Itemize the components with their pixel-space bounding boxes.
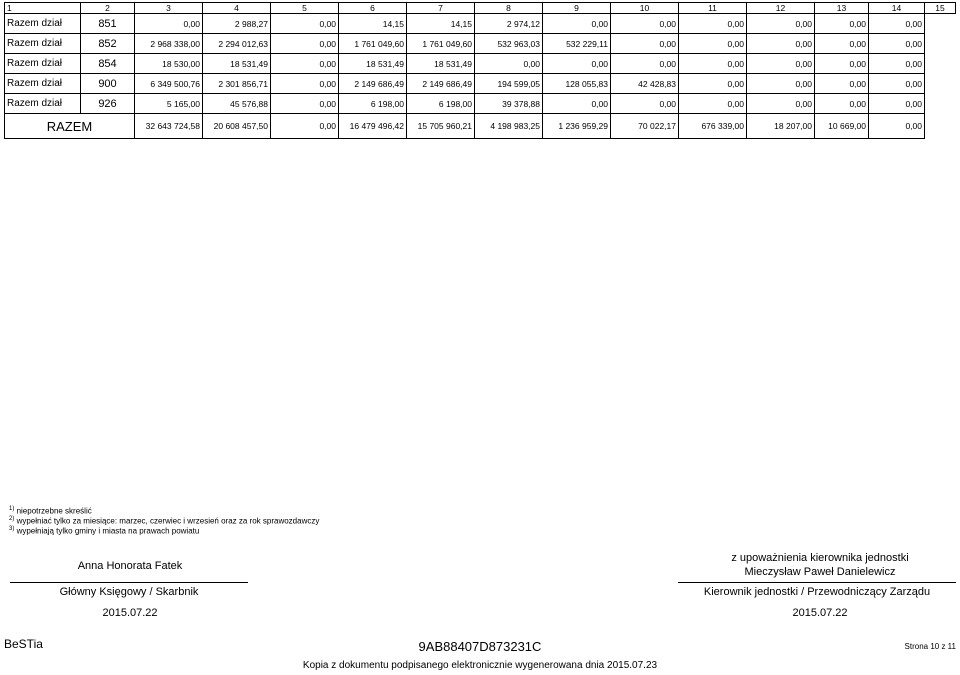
table-row [5, 74, 956, 94]
total-value-cell: 16 479 496,42 [339, 114, 407, 139]
value-cell: 0,00 [747, 34, 815, 54]
manager-signature-line [678, 582, 956, 583]
table-row [5, 54, 956, 74]
value-cell: 2 301 856,71 [203, 74, 271, 94]
value-cell: 194 599,05 [475, 74, 543, 94]
column-number: 2 [81, 3, 135, 14]
column-number: 11 [679, 3, 747, 14]
value-cell: 0,00 [815, 34, 869, 54]
value-cell: 0,00 [869, 54, 925, 74]
document-id: 9AB88407D873231C [418, 639, 542, 654]
value-cell: 2 974,12 [475, 14, 543, 34]
footnote-3: $^{3)}$ wypełniają tylko gminy i miasta na prawach powiatu [9, 526, 200, 536]
value-cell: 0,00 [869, 14, 925, 34]
value-cell: 0,00 [869, 74, 925, 94]
column-number: 6 [339, 3, 407, 14]
manager-date: 2015.07.22 [792, 607, 848, 619]
column-number: 14 [869, 3, 925, 14]
value-cell: 0,00 [679, 34, 747, 54]
table-header-row [5, 3, 956, 14]
authorization-note: z upoważnienia kierownika jednostki [731, 552, 909, 564]
value-cell: 0,00 [747, 94, 815, 114]
value-cell: 0,00 [869, 34, 925, 54]
row-label: Razem dział [5, 14, 81, 34]
column-number: 7 [407, 3, 475, 14]
value-cell: 0,00 [611, 34, 679, 54]
value-cell: 532 963,03 [475, 34, 543, 54]
value-cell: 0,00 [611, 14, 679, 34]
value-cell: 2 294 012,63 [203, 34, 271, 54]
column-number: 3 [135, 3, 203, 14]
value-cell: 0,00 [747, 74, 815, 94]
value-cell: 0,00 [679, 74, 747, 94]
value-cell: 6 198,00 [407, 94, 475, 114]
value-cell: 2 149 686,49 [339, 74, 407, 94]
table-row [5, 14, 956, 34]
value-cell: 0,00 [869, 94, 925, 114]
division-code: 851 [81, 14, 135, 34]
value-cell: 0,00 [815, 74, 869, 94]
value-cell: 0,00 [747, 54, 815, 74]
value-cell: 39 378,88 [475, 94, 543, 114]
value-cell: 0,00 [815, 54, 869, 74]
report-table [4, 2, 956, 139]
division-code: 852 [81, 34, 135, 54]
copy-note: Kopia z dokumentu podpisanego elektronicznie wygenerowana dnia 2015.07.23 [302, 660, 658, 671]
total-value-cell: 676 339,00 [679, 114, 747, 139]
value-cell: 2 988,27 [203, 14, 271, 34]
total-value-cell: 0,00 [869, 114, 925, 139]
division-code: 854 [81, 54, 135, 74]
value-cell: 42 428,83 [611, 74, 679, 94]
value-cell: 0,00 [135, 14, 203, 34]
page-number: Strona 10 z 11 [904, 642, 956, 651]
value-cell: 0,00 [611, 94, 679, 114]
value-cell: 14,15 [407, 14, 475, 34]
footnote-1: $^{1)}$ niepotrzebne skreślić [9, 506, 92, 516]
value-cell: 2 149 686,49 [407, 74, 475, 94]
value-cell: 0,00 [747, 14, 815, 34]
total-value-cell: 0,00 [271, 114, 339, 139]
value-cell: 1 761 049,60 [339, 34, 407, 54]
column-number: 9 [543, 3, 611, 14]
value-cell: 128 055,83 [543, 74, 611, 94]
value-cell: 18 531,49 [407, 54, 475, 74]
division-code: 926 [81, 94, 135, 114]
value-cell: 0,00 [475, 54, 543, 74]
column-number: 5 [271, 3, 339, 14]
value-cell: 45 576,88 [203, 94, 271, 114]
value-cell: 0,00 [543, 94, 611, 114]
system-name: BeSTia [4, 637, 43, 651]
column-number: 10 [611, 3, 679, 14]
row-label: Razem dział [5, 54, 81, 74]
row-label: Razem dział [5, 34, 81, 54]
value-cell: 0,00 [271, 94, 339, 114]
value-cell: 0,00 [611, 54, 679, 74]
total-label: RAZEM [5, 114, 135, 139]
column-number: 15 [925, 3, 956, 14]
total-value-cell: 32 643 724,58 [135, 114, 203, 139]
accountant-name: Anna Honorata Fatek [77, 560, 183, 572]
total-value-cell: 70 022,17 [611, 114, 679, 139]
division-code: 900 [81, 74, 135, 94]
value-cell: 0,00 [815, 94, 869, 114]
table-row [5, 94, 956, 114]
value-cell: 0,00 [271, 54, 339, 74]
total-value-cell: 1 236 959,29 [543, 114, 611, 139]
value-cell: 0,00 [679, 54, 747, 74]
value-cell: 14,15 [339, 14, 407, 34]
value-cell: 0,00 [679, 94, 747, 114]
total-value-cell: 15 705 960,21 [407, 114, 475, 139]
column-number: 4 [203, 3, 271, 14]
total-value-cell: 18 207,00 [747, 114, 815, 139]
value-cell: 6 349 500,76 [135, 74, 203, 94]
value-cell: 532 229,11 [543, 34, 611, 54]
value-cell: 0,00 [679, 14, 747, 34]
manager-name: Mieczysław Paweł Danielewicz [744, 566, 896, 578]
value-cell: 0,00 [543, 14, 611, 34]
accountant-signature-line [10, 582, 248, 583]
value-cell: 0,00 [543, 54, 611, 74]
value-cell: 5 165,00 [135, 94, 203, 114]
row-label: Razem dział [5, 74, 81, 94]
value-cell: 6 198,00 [339, 94, 407, 114]
total-value-cell: 20 608 457,50 [203, 114, 271, 139]
value-cell: 18 531,49 [339, 54, 407, 74]
value-cell: 1 761 049,60 [407, 34, 475, 54]
row-label: Razem dział [5, 94, 81, 114]
value-cell: 0,00 [271, 14, 339, 34]
value-cell: 18 530,00 [135, 54, 203, 74]
total-row [5, 114, 956, 139]
footnote-2: $^{2)}$ wypełniać tylko za miesiące: marzec, czerwiec i wrzesień oraz za rok sprawozdawczy [9, 516, 320, 526]
value-cell: 18 531,49 [203, 54, 271, 74]
total-value-cell: 10 669,00 [815, 114, 869, 139]
accountant-role: Główny Księgowy / Skarbnik [59, 586, 199, 598]
column-number: 12 [747, 3, 815, 14]
value-cell: 0,00 [271, 34, 339, 54]
column-number: 8 [475, 3, 543, 14]
value-cell: 0,00 [815, 14, 869, 34]
column-number: 13 [815, 3, 869, 14]
value-cell: 2 968 338,00 [135, 34, 203, 54]
accountant-date: 2015.07.22 [102, 607, 158, 619]
total-value-cell: 4 198 983,25 [475, 114, 543, 139]
value-cell: 0,00 [271, 74, 339, 94]
table-row [5, 34, 956, 54]
manager-role: Kierownik jednostki / Przewodniczący Zarządu [703, 586, 931, 598]
column-number: 1 [5, 3, 81, 14]
